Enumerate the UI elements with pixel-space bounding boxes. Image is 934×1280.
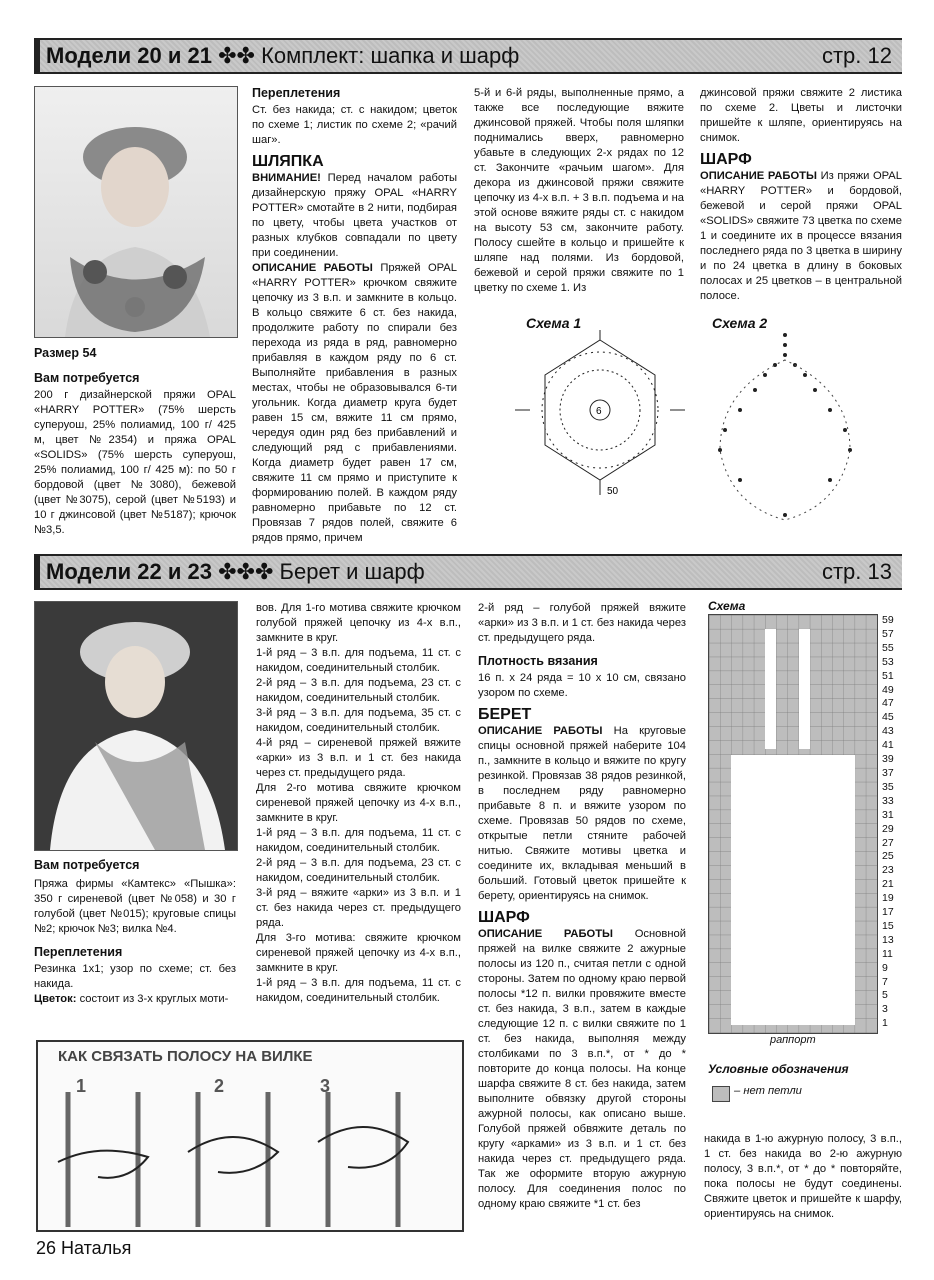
row-number: 43 [882, 725, 894, 738]
row-number: 5 [882, 989, 888, 1002]
row-number: 47 [882, 697, 894, 710]
hat-continued-column [474, 86, 684, 296]
motif-line: 3-й ряд – вяжите «арки» из 3 в.п. и 1 ст. без накида через ст. предыдущего ряда. [256, 887, 461, 929]
materials-column [34, 346, 236, 538]
scarf-desc-text: Из пряжи OPAL «HARRY POTTER» и бордовой, бежевой и серой пряжи OPAL «SOLIDS» свяжите 73 цветка по схеме 1 и соедините их в процессе вязания последнего ряда по 3 цветка в ширину и по 24 цветка в длину в боковых полосах и 25 цветков – в центральной полосе. [700, 170, 902, 302]
row-number: 19 [882, 892, 894, 905]
motif-line: 4-й ряд – сиреневой пряжей вяжите «арки» из 3 в.п. и 1 ст. без накида через ст. предыдущего ряда. [256, 737, 461, 779]
motif-line: вов. Для 1-го мотива свяжите крючком голубой пряжей цепочку из 4-х в.п., замкните в круг. [256, 602, 461, 644]
ornament: ✤✤ [218, 43, 255, 68]
photo-beret-scarf [34, 601, 238, 851]
scheme1-center-number: 6 [596, 406, 602, 417]
scheme2-diagram [700, 330, 870, 530]
materials-title: Вам потребуется [34, 371, 140, 385]
scheme1-diagram [505, 330, 695, 530]
row-number: 51 [882, 669, 894, 682]
chart-grid [709, 615, 877, 1033]
section-title: Комплект: шапка и шарф [261, 43, 520, 68]
models-label: Модели 22 и 23 [46, 559, 212, 584]
row-number: 45 [882, 711, 894, 724]
row-number: 17 [882, 906, 894, 919]
beret-column [478, 601, 686, 1212]
row-number: 35 [882, 780, 894, 793]
materials-text: 200 г дизайнерской пряжи OPAL «HARRY POTTER» (75% шерсть суперуош, 25% полиамид, 100 г/ 425 м, цвет №2354) и пряжа OPAL «SOLIDS» (75% шерсть суперуош, 25% полиамид, 100 г/ 425 м): по 50 г бордовой (цвет №3080), бежевой (цвет №3075), серой (цвет №5193) и 10 г джинсовой (цвет №5187); крючок №3,5. [34, 389, 236, 536]
attention-label: ВНИМАНИЕ! [252, 172, 321, 184]
scarf-desc-label: ОПИСАНИЕ РАБОТЫ [478, 928, 614, 940]
section-title: Берет и шарф [279, 559, 425, 584]
row-number: 23 [882, 864, 894, 877]
row-number: 7 [882, 975, 888, 988]
row-numbers [882, 614, 902, 1031]
motif-line: 1-й ряд – 3 в.п. для подъема, 11 ст. с накидом, соединительный столбик. [256, 827, 461, 854]
desc-text: Пряжей OPAL «HARRY POTTER» крючком свяжите цепочку из 3 в.п. и замкните в кольцо. В кольцо свяжите 6 ст. без накида, продолжите работу по спирали без перехода из ряда в ряд, равномерно прибавляя в каждом ряду по 6 ст. Выполняйте прибавления в разных местах, чтобы не образовывался 6-ти угольник. Когда диаметр круга будет равен 15 см, вяжите 11 см прямо, чередуя один ряд без прибавлений и следующий ряд с прибавлениями. Когда диаметр будет равен 17 см, свяжите 11 см прямо и приступите к формированию полей. В каждом ряду равномерно прибавьте по 12 ст. Провязав 7 рядов полей, свяжите 6 рядов прямо, причем [252, 262, 457, 544]
row-number: 57 [882, 627, 894, 640]
desc-label: ОПИСАНИЕ РАБОТЫ [252, 262, 373, 274]
attention-text: Перед началом работы дизайнерскую пряжу OPAL «HARRY POTTER» смотайте в 2 нити, подбирая по цвету, чтобы цвета участков от разных клубков совпадали по цвету при соединении. [252, 172, 457, 259]
row-number: 55 [882, 641, 894, 654]
beret-title: БЕРЕТ [478, 706, 532, 723]
page-ref: стр. 13 [821, 559, 892, 584]
step-number: 1 [76, 1076, 87, 1096]
join-text-column [704, 1132, 902, 1222]
weave-text: Резинка 1x1; узор по схеме; ст. без накида. [34, 963, 236, 990]
scarf-desc-label: ОПИСАНИЕ РАБОТЫ [700, 170, 817, 182]
row-number: 37 [882, 766, 894, 779]
motif-line: Для 2-го мотива свяжите крючком сиреневой пряжей цепочку из 4-х в.п., замкните в круг. [256, 782, 461, 824]
legend-swatch [712, 1086, 730, 1102]
scarf-desc-text: Основной пряжей на вилке свяжите 2 ажурные полосы из 120 п., считая петли с одной стороны. Затем по одному краю первой полосы *12 п. вилки провяжите вместе ст. без накида, 3 в.п., затем в каждые следующие 12 п. с вилки свяжите по 1 ст. без накида, выполняя между столбиками по 3 в.п.*, от * до * повторите до конца полосы. На конце шарфа свяжите 8 ст. без накида, затем выполните обвязку другой стороны ажурной полосы, как описано выше. Голубой пряжей обвяжите деталь по кругу «арками» из 3 в.п. и 1 ст. без накида через ст. предыдущего ряда. Так же оформите вторую ажурную полосу. Для соединения полос по одному краю свяжите *1 ст. без [478, 928, 686, 1210]
hat-column [252, 86, 457, 546]
legend-text: – нет петли [734, 1085, 802, 1097]
materials-title: Вам потребуется [34, 858, 140, 872]
scarf-title: ШАРФ [478, 909, 530, 926]
flower-text: состоит из 3-х круглых моти- [76, 993, 229, 1005]
scheme1-arrow-label: 50 [607, 486, 619, 497]
hat-continued-text: 5-й и 6-й ряды, выполненные прямо, а также все последующие вяжите джинсовой пряжей. Чтобы поля шляпки поднимались вверх, равномерно убавьте в следующих 2-х рядах по 12 ст. Закончите «рачьим шагом». Для декора из джинсовой пряжи свяжите цепочку из 4-х в.п. + 3 в.п. подъема и на этой основе вяжите ряды ст. с накидом на высоту 53 см, закончите работу. Полосу сшейте в кольцо и пришейте к шляпе над полями. Из бордовой, бежевой и серой пряжи свяжите по 1 цветку по схеме 1. Из [474, 87, 684, 294]
row-number: 13 [882, 933, 894, 946]
weave-title: Переплетения [252, 86, 341, 100]
row-number: 31 [882, 808, 894, 821]
row-number: 29 [882, 822, 894, 835]
materials-text: Пряжа фирмы «Камтекс» «Пышка»: 350 г сиреневой (цвет №058) и 30 г голубой (цвет №015); круговые спицы №2; крючок №3; вилка №4. [34, 878, 236, 935]
beret-desc-text: На круговые спицы основной пряжей наберите 104 п., замкните в кольцо и вяжите по кругу резинкой. Провязав 38 рядов резинкой, в последнем ряду равномерно прибавьте 8 п. и вяжите узором по схеме. Провязав 50 рядов по схеме, открытые петли стяните рабочей нитью. Свяжите мотивы цветка и соедините их, вкладывая меньший в больший. Готовый цветок пришейте к берету, ориентируясь на снимок. [478, 725, 686, 902]
footer-label: 26 Наталья [36, 1238, 132, 1258]
motif-line: 2-й ряд – голубой пряжей вяжите «арки» из 3 в.п. и 1 ст. без накида через ст. предыдущего ряда. [478, 602, 686, 644]
size-label: Размер 54 [34, 346, 97, 360]
ornament: ✤✤✤ [218, 559, 274, 584]
step-number: 2 [214, 1076, 225, 1096]
scarf-title: ШАРФ [700, 151, 752, 168]
flower-label: Цветок: [34, 993, 77, 1005]
row-number: 41 [882, 739, 894, 752]
density-text: 16 п. x 24 ряда = 10 x 10 см, связано узором по схеме. [478, 672, 686, 699]
page-ref: стр. 12 [821, 43, 892, 68]
row-number: 53 [882, 655, 894, 668]
section-header-1 [34, 38, 902, 74]
weave-title: Переплетения [34, 945, 123, 959]
row-number: 39 [882, 753, 894, 766]
row-number: 11 [882, 947, 893, 960]
scheme2-title: Схема 2 [712, 315, 768, 331]
weave-text: Ст. без накида; ст. с накидом; цветок по схеме 1; листик по схеме 2; «рачий шаг». [252, 104, 457, 146]
section-header-2 [34, 554, 902, 590]
models-label: Модели 20 и 21 [46, 43, 212, 68]
join-text: накида в 1-ю ажурную полосу, 3 в.п., 1 ст. без накида во 2-ю ажурную полосу, 3 в.п.*, от * до * повторяйте, пока полосы не будут соединены. Свяжите цветок и пришейте к шарфу, ориентируясь на снимок. [704, 1133, 902, 1220]
motif-line: 2-й ряд – 3 в.п. для подъема, 23 ст. с накидом, соединительный столбик. [256, 857, 461, 884]
row-number: 1 [882, 1017, 888, 1030]
row-number: 3 [882, 1003, 888, 1016]
pattern-chart [708, 614, 878, 1034]
legend-title: Условные обозначения [708, 1062, 849, 1076]
row-number: 59 [882, 614, 894, 626]
motif-line: 2-й ряд – 3 в.п. для подъема, 23 ст. с накидом, соединительный столбик. [256, 677, 461, 704]
motif-line: 1-й ряд – 3 в.п. для подъема, 11 ст. с накидом, соединительный столбик. [256, 647, 461, 674]
motif-line: Для 3-го мотива: свяжите крючком сиреневой пряжей цепочку из 4-х в.п., замкните в круг. [256, 932, 461, 974]
woman-hat-illustration [35, 87, 237, 337]
row-number: 27 [882, 836, 894, 849]
step-number: 3 [320, 1076, 331, 1096]
row-number: 15 [882, 919, 894, 932]
materials-column-2 [34, 858, 236, 1007]
motifs-column [256, 601, 461, 1006]
row-number: 49 [882, 683, 894, 696]
scarf-column [700, 86, 902, 304]
hat-title: ШЛЯПКА [252, 153, 324, 170]
chart-title: Схема [708, 599, 746, 613]
motif-line: 1-й ряд – 3 в.п. для подъема, 11 ст. с накидом, соединительный столбик. [256, 977, 461, 1004]
scheme1-title: Схема 1 [526, 315, 582, 331]
fork-steps-illustration [38, 1082, 462, 1230]
woman-beret-illustration [35, 602, 237, 850]
photo-hat-scarf [34, 86, 238, 338]
rapport-label: раппорт [770, 1034, 816, 1046]
row-number: 21 [882, 878, 894, 891]
leaf-text: джинсовой пряжи свяжите 2 листика по схеме 2. Цветы и листочки пришейте к шляпе, ориентируясь на снимок. [700, 87, 902, 144]
beret-desc-label: ОПИСАНИЕ РАБОТЫ [478, 725, 603, 737]
row-number: 25 [882, 850, 894, 863]
motif-line: 3-й ряд – 3 в.п. для подъема, 35 ст. с накидом, соединительный столбик. [256, 707, 461, 734]
fork-title: КАК СВЯЗАТЬ ПОЛОСУ НА ВИЛКЕ [58, 1048, 313, 1065]
density-title: Плотность вязания [478, 654, 598, 668]
row-number: 33 [882, 794, 894, 807]
fork-diagram [36, 1040, 464, 1232]
row-number: 9 [882, 961, 888, 974]
